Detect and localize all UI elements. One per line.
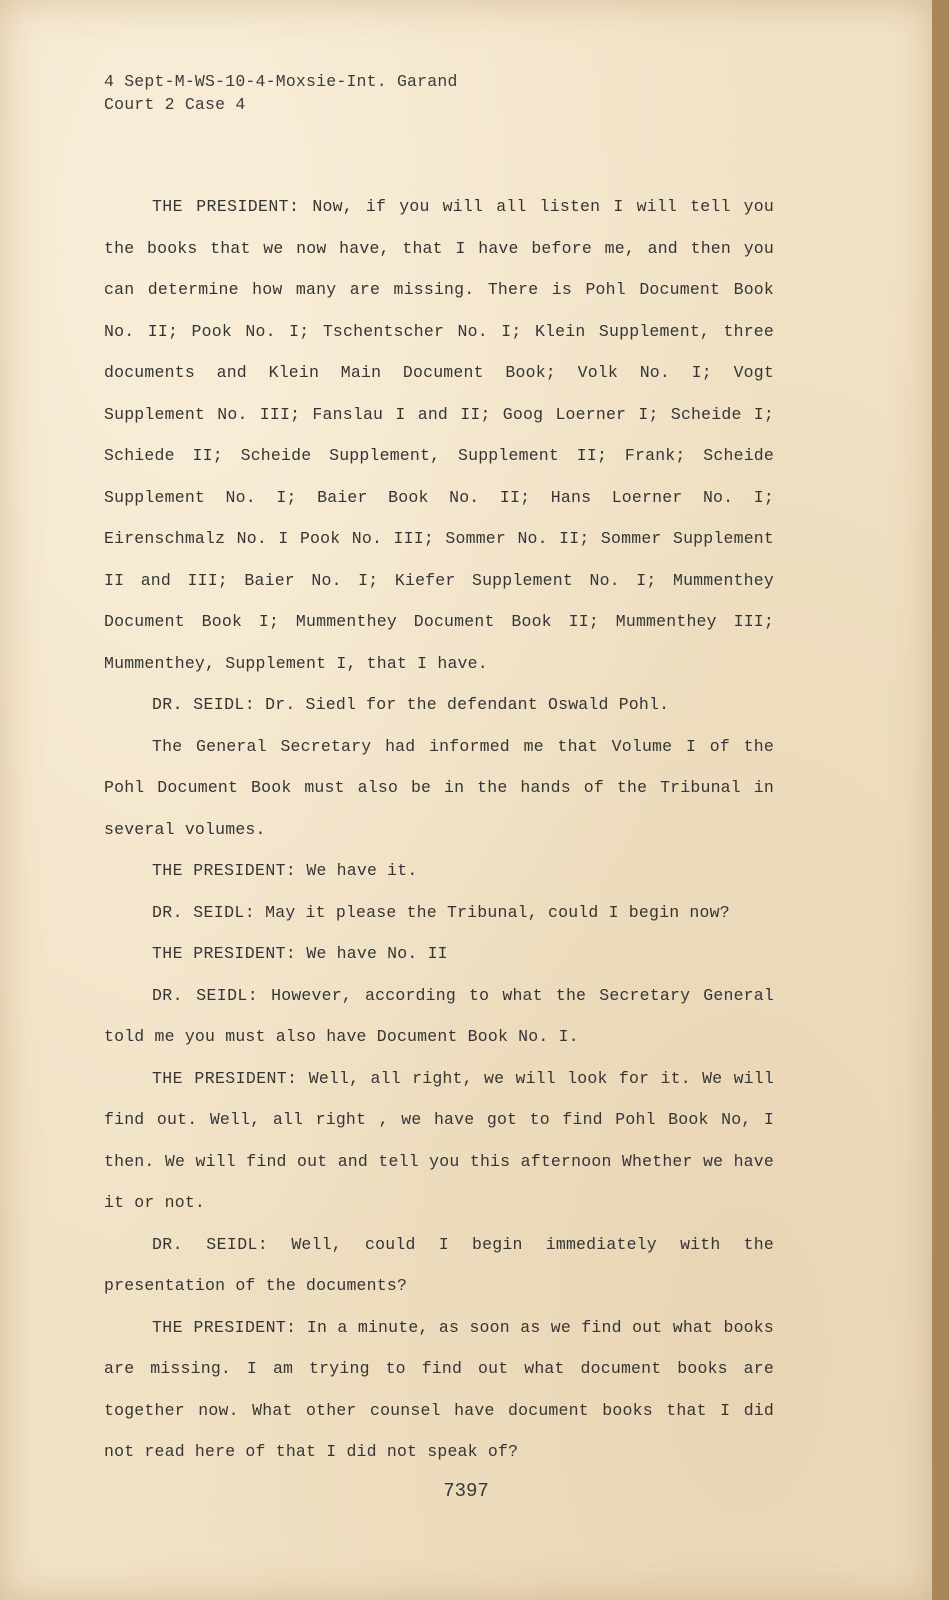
- transcript-paragraph: [104, 1224, 774, 1307]
- transcript-paragraph: [104, 1058, 774, 1224]
- transcript-paragraph: [104, 975, 774, 1058]
- transcript-paragraph: [104, 933, 774, 975]
- transcript-paragraph: [104, 892, 774, 934]
- speaker-label: THE PRESIDENT:: [152, 861, 297, 880]
- spoken-text: However, according to what the Secretary General told me you must also have Document Book No. I.: [104, 985, 774, 1046]
- spoken-text: May it please the Tribunal, could I begin now?: [265, 902, 730, 922]
- transcript-paragraph: [104, 684, 774, 726]
- spoken-text: Dr. Siedl for the defendant Oswald Pohl.: [265, 695, 670, 714]
- speaker-label: DR. SEIDL:: [152, 695, 256, 714]
- spoken-text: Well, all right, we will look for it. We will find out. Well, all right , we have got to find Pohl Book No, I then. We will find out and tell you this afternoon Whether we have it or not.: [104, 1068, 774, 1212]
- page-edge: [932, 0, 949, 1600]
- header-session-line: 4 Sept-M-WS-10-4-Moxsie-Int. Garand: [104, 72, 458, 91]
- transcript-paragraph: [104, 1307, 774, 1473]
- speaker-label: THE PRESIDENT:: [152, 1317, 297, 1337]
- spoken-text: The General Secretary had informed me that Volume I of the Pohl Document Book must also be in the hands of the Tribunal in several volumes.: [104, 736, 774, 839]
- speaker-label: THE PRESIDENT:: [152, 197, 300, 216]
- document-header: [104, 70, 458, 116]
- speaker-label: DR. SEIDL:: [152, 1234, 269, 1254]
- transcript-paragraph: [104, 726, 774, 851]
- speaker-label: THE PRESIDENT:: [152, 1068, 298, 1088]
- spoken-text: In a minute, as soon as we find out what books are missing. I am trying to find out what document books are together now. What other counsel have document books that I did not read here of that I did not speak of?: [104, 1317, 774, 1461]
- speaker-label: THE PRESIDENT:: [152, 944, 297, 963]
- speaker-label: DR. SEIDL:: [152, 985, 259, 1005]
- spoken-text: Now, if you will all listen I will tell you the books that we now have, that I have before me, and then you can determine how many are missing. There is Pohl Document Book No. II; Pook No. I; Tschentscher No. I; Klein Supplement, three documents and Klein Main Document Book; Volk No. I; Vogt Supplement No. III; Fanslau I and II; Goog Loerner I; Scheide I; Schiede II; Scheide Supplement, Supplement II; Frank; Scheide Supplement No. I; Baier Book No. II; Hans Loerner No. I; Eirenschmalz No. I Pook No. III; Sommer No. II; Sommer Supplement II and III; Baier No. I; Kiefer Supplement No. I; Mummenthey Document Book I; Mummenthey Document Book II; Mummenthey III; Mummenthey, Supplement I, that I have.: [104, 197, 774, 673]
- spoken-text: Well, could I begin immediately with the presentation of the documents?: [104, 1234, 774, 1295]
- speaker-label: DR. SEIDL:: [152, 902, 256, 922]
- page-number: 7397: [443, 1480, 489, 1502]
- transcript-paragraph: [104, 850, 774, 892]
- transcript-body: [104, 186, 774, 1473]
- header-court-line: Court 2 Case 4: [104, 95, 246, 114]
- transcript-paragraph: [104, 186, 774, 684]
- spoken-text: We have No. II: [306, 944, 448, 963]
- spoken-text: We have it.: [306, 861, 418, 880]
